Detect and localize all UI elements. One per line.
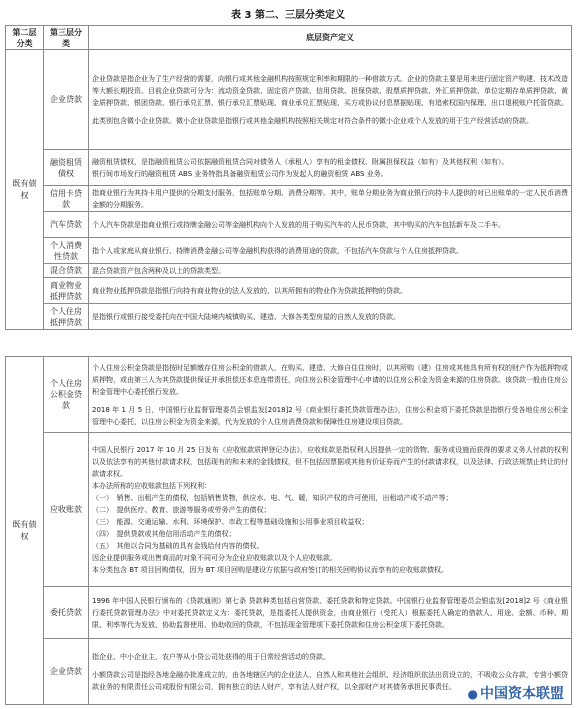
definition-paragraph: （二） 提供医疗、教育、旅游等服务或劳务产生的债权； <box>92 505 271 514</box>
definition-cell <box>89 587 572 639</box>
level3-cell: 融资租赁债权 <box>44 150 89 186</box>
level2-existing-claims: 既有债权 <box>6 357 44 705</box>
definition-cell <box>89 238 572 264</box>
level3-cell: 信用卡贷款 <box>44 186 89 212</box>
definition-cell <box>89 186 572 212</box>
level3-cell: 混合贷款 <box>44 264 89 278</box>
watermark <box>466 683 566 703</box>
definition-paragraph: 本办法所称的应收账款包括下列权利： <box>92 481 211 490</box>
definition-paragraph: 个人住房公积金贷款是指按时足额缴存住房公积金的借款人，在购买、建造、大修自住住房时，以其所购（建）住房或其他具有所有权的财产作为抵押物或质押物，或由第三人为其贷款提供保证并承担偿还本息连带责任，向住房公积金管理中心申请的以住房公积金为资金来源的住房贷款。该贷款一般由住房公积金管理中心委托银行发放。 <box>92 363 568 396</box>
definition-paragraph: 中国人民银行 2017 年 10 月 25 日发布《应收账款质押登记办法》，应收账款是指权利人因提供一定的货物、服务或设施而获得的要求义务人付款的权利以及依法享有的其他付款请求权，包括现有的和未来的金钱债权，但不包括因票据或其他有价证券而产生的付款请求权，以及法律、行政法规禁止转让的付款请求权。 <box>92 445 568 478</box>
level3-cell: 企业贷款 <box>44 50 89 150</box>
wechat-icon: ● <box>467 687 478 701</box>
definition-cell <box>89 264 572 278</box>
definition-paragraph: 小额贷款公司是指经各地金融办批准成立的，由各地辖区内的企业法人、自然人和其他社会组织、经济组织依法出资设立的，不吸收公众存款，专营小额贷款业务的有限责任公司或股份有限公司，拥有独立的法人财产，享有法人财产权，以全部财产对其债务承担民事责任。 <box>92 670 568 691</box>
definition-cell <box>89 278 572 304</box>
definition-paragraph: 个人汽车贷款是指商业银行或持牌金融公司等金融机构向个人发放的用于购买汽车的人民币贷款，其中购买的汽车包括新车及二手车。 <box>92 220 505 229</box>
definition-paragraph: 银行间市场发行的融资租赁 ABS 业务特指具备融资租赁公司作为发起人的融资租赁 ABS 业务。 <box>92 169 388 178</box>
definition-cell <box>89 304 572 330</box>
header-level2: 第二层分类 <box>6 26 44 50</box>
definition-paragraph: 指企业、中小企业主、农户等从小贷公司处获得的用于日常经营活动的贷款。 <box>92 652 330 661</box>
level3-cell: 企业贷款 <box>44 639 89 705</box>
header-definition: 底层资产定义 <box>89 26 572 50</box>
definition-paragraph: 因企业提供服务或出售商品的对象不同可分为企业应收账款以及个人应收账款。 <box>92 553 337 562</box>
definition-paragraph: 是指银行或银行接受委托向在中国大陆境内城镇购买、建造、大修各类型房屋的自然人发放的贷款。 <box>92 312 400 321</box>
definition-paragraph: （三） 能源、交通运输、水利、环境保护、市政工程等基础设施和公用事业项目收益权； <box>92 517 369 526</box>
level3-cell: 汽车贷款 <box>44 212 89 238</box>
level3-cell: 应收账款 <box>44 433 89 587</box>
level3-cell: 个人住房公积金贷款 <box>44 357 89 433</box>
definition-paragraph: 商业物业抵押贷款是指银行向持有商业物业的法人发放的，以其所拥有的物业作为贷款抵押物的贷款。 <box>92 286 407 295</box>
definition-paragraph: 指商业银行为其持卡用户提供的分期支付服务，包括账单分期、消费分期等。其中，账单分期业务为商业银行向持卡人提供的对已出账单的一定人民币消费金额的分期服务。 <box>92 188 568 209</box>
classification-table-part1 <box>5 25 572 330</box>
definition-paragraph: 本分类包含 BT 项目回购债权，因为 BT 项目回购是建设方依据与政府签订的相关回购协议而享有的应收账款债权。 <box>92 565 449 574</box>
table-title: 表 3 第二、三层分类定义 <box>231 10 345 21</box>
definition-paragraph: 融资租赁债权，是指融资租赁公司依据融资租赁合同对债务人（承租人）享有的租金债权、附属担保权益（如有）及其他权利（如有）。 <box>92 157 509 166</box>
definition-paragraph: （四） 提供贷款或其他信用活动产生的债权； <box>92 529 236 538</box>
definition-cell <box>89 50 572 150</box>
level3-cell: 委托贷款 <box>44 587 89 639</box>
level3-cell: 商业物业抵押贷款 <box>44 278 89 304</box>
definition-cell <box>89 433 572 587</box>
level3-cell: 个人住房抵押贷款 <box>44 304 89 330</box>
definition-paragraph: 指个人或家庭从商业银行、持牌消费金融公司等金融机构获得的消费用途的贷款，不包括汽车贷款与个人住房抵押贷款。 <box>92 246 463 255</box>
definition-paragraph: （一） 销售、出租产生的债权，包括销售货物，供应水、电、气、暖，知识产权的许可使用，出租动产或不动产等； <box>92 493 453 502</box>
definition-paragraph: 2018 年 1 月 5 日，中国银行业监督管理委员会银监发[2018]2 号《商业银行委托贷款管理办法》，住房公积金项下委托贷款是指银行受各地住房公积金管理中心委托，以住房公积金为资金来源，代为发放的个人住房消费贷款和保障性住房建设项目贷款。 <box>92 405 568 426</box>
definition-cell <box>89 357 572 433</box>
definition-paragraph: 1996 年中国人民银行颁布的《贷款通则》第七条 贷款种类包括自营贷款、委托贷款和特定贷款。中国银行业监督管理委员会银监发[2018]2 号《商业银行委托贷款管理办法》中对委托贷款定义为：委托贷款，是指委托人提供资金，由商业银行（受托人）根据委托人确定的借款人、用途、金额、币种、期限、利率等代为发放、协助监督使用、协助收回的贷款，不包括现金管理项下委托贷款和住房公积金项下委托贷款。 <box>92 596 568 629</box>
definition-paragraph: （五） 其他以合同为基础的具有金钱给付内容的债权。 <box>92 541 264 550</box>
definition-paragraph: 混合贷款资产包含两种及以上的贷款类型。 <box>92 266 225 275</box>
level3-cell: 个人消费性贷款 <box>44 238 89 264</box>
definition-paragraph: 企业贷款是指企业为了生产经营的需要，向银行或其他金融机构按照规定利率和期限的一种借款方式。企业的贷款主要是用来进行固定资产购建、技术改造等大额长期投资。目前企业贷款可分为：流动资金贷款、固定资产贷款、信用贷款、担保贷款、股票质押贷款、外汇质押贷款、单位定期存单质押贷款、黄金质押贷款、银团贷款、银行承兑汇票、银行承兑汇票贴现、商业承兑汇票贴现、买方或协议付息票据贴现、有追索权国内保理、出口退税账户托管贷款。 <box>92 74 568 107</box>
definition-cell <box>89 212 572 238</box>
classification-table-part2 <box>5 356 572 705</box>
definition-cell <box>89 150 572 186</box>
definition-paragraph: 此类别包含微小企业贷款。微小企业贷款是指银行或其他金融机构按照相关规定对符合条件的微小企业或个人发放的用于生产经营活动的贷款。 <box>92 116 533 125</box>
watermark-text: 中国资本联盟 <box>480 686 564 702</box>
level2-existing-claims: 既有债权 <box>6 50 44 330</box>
header-level3: 第三层分类 <box>44 26 89 50</box>
